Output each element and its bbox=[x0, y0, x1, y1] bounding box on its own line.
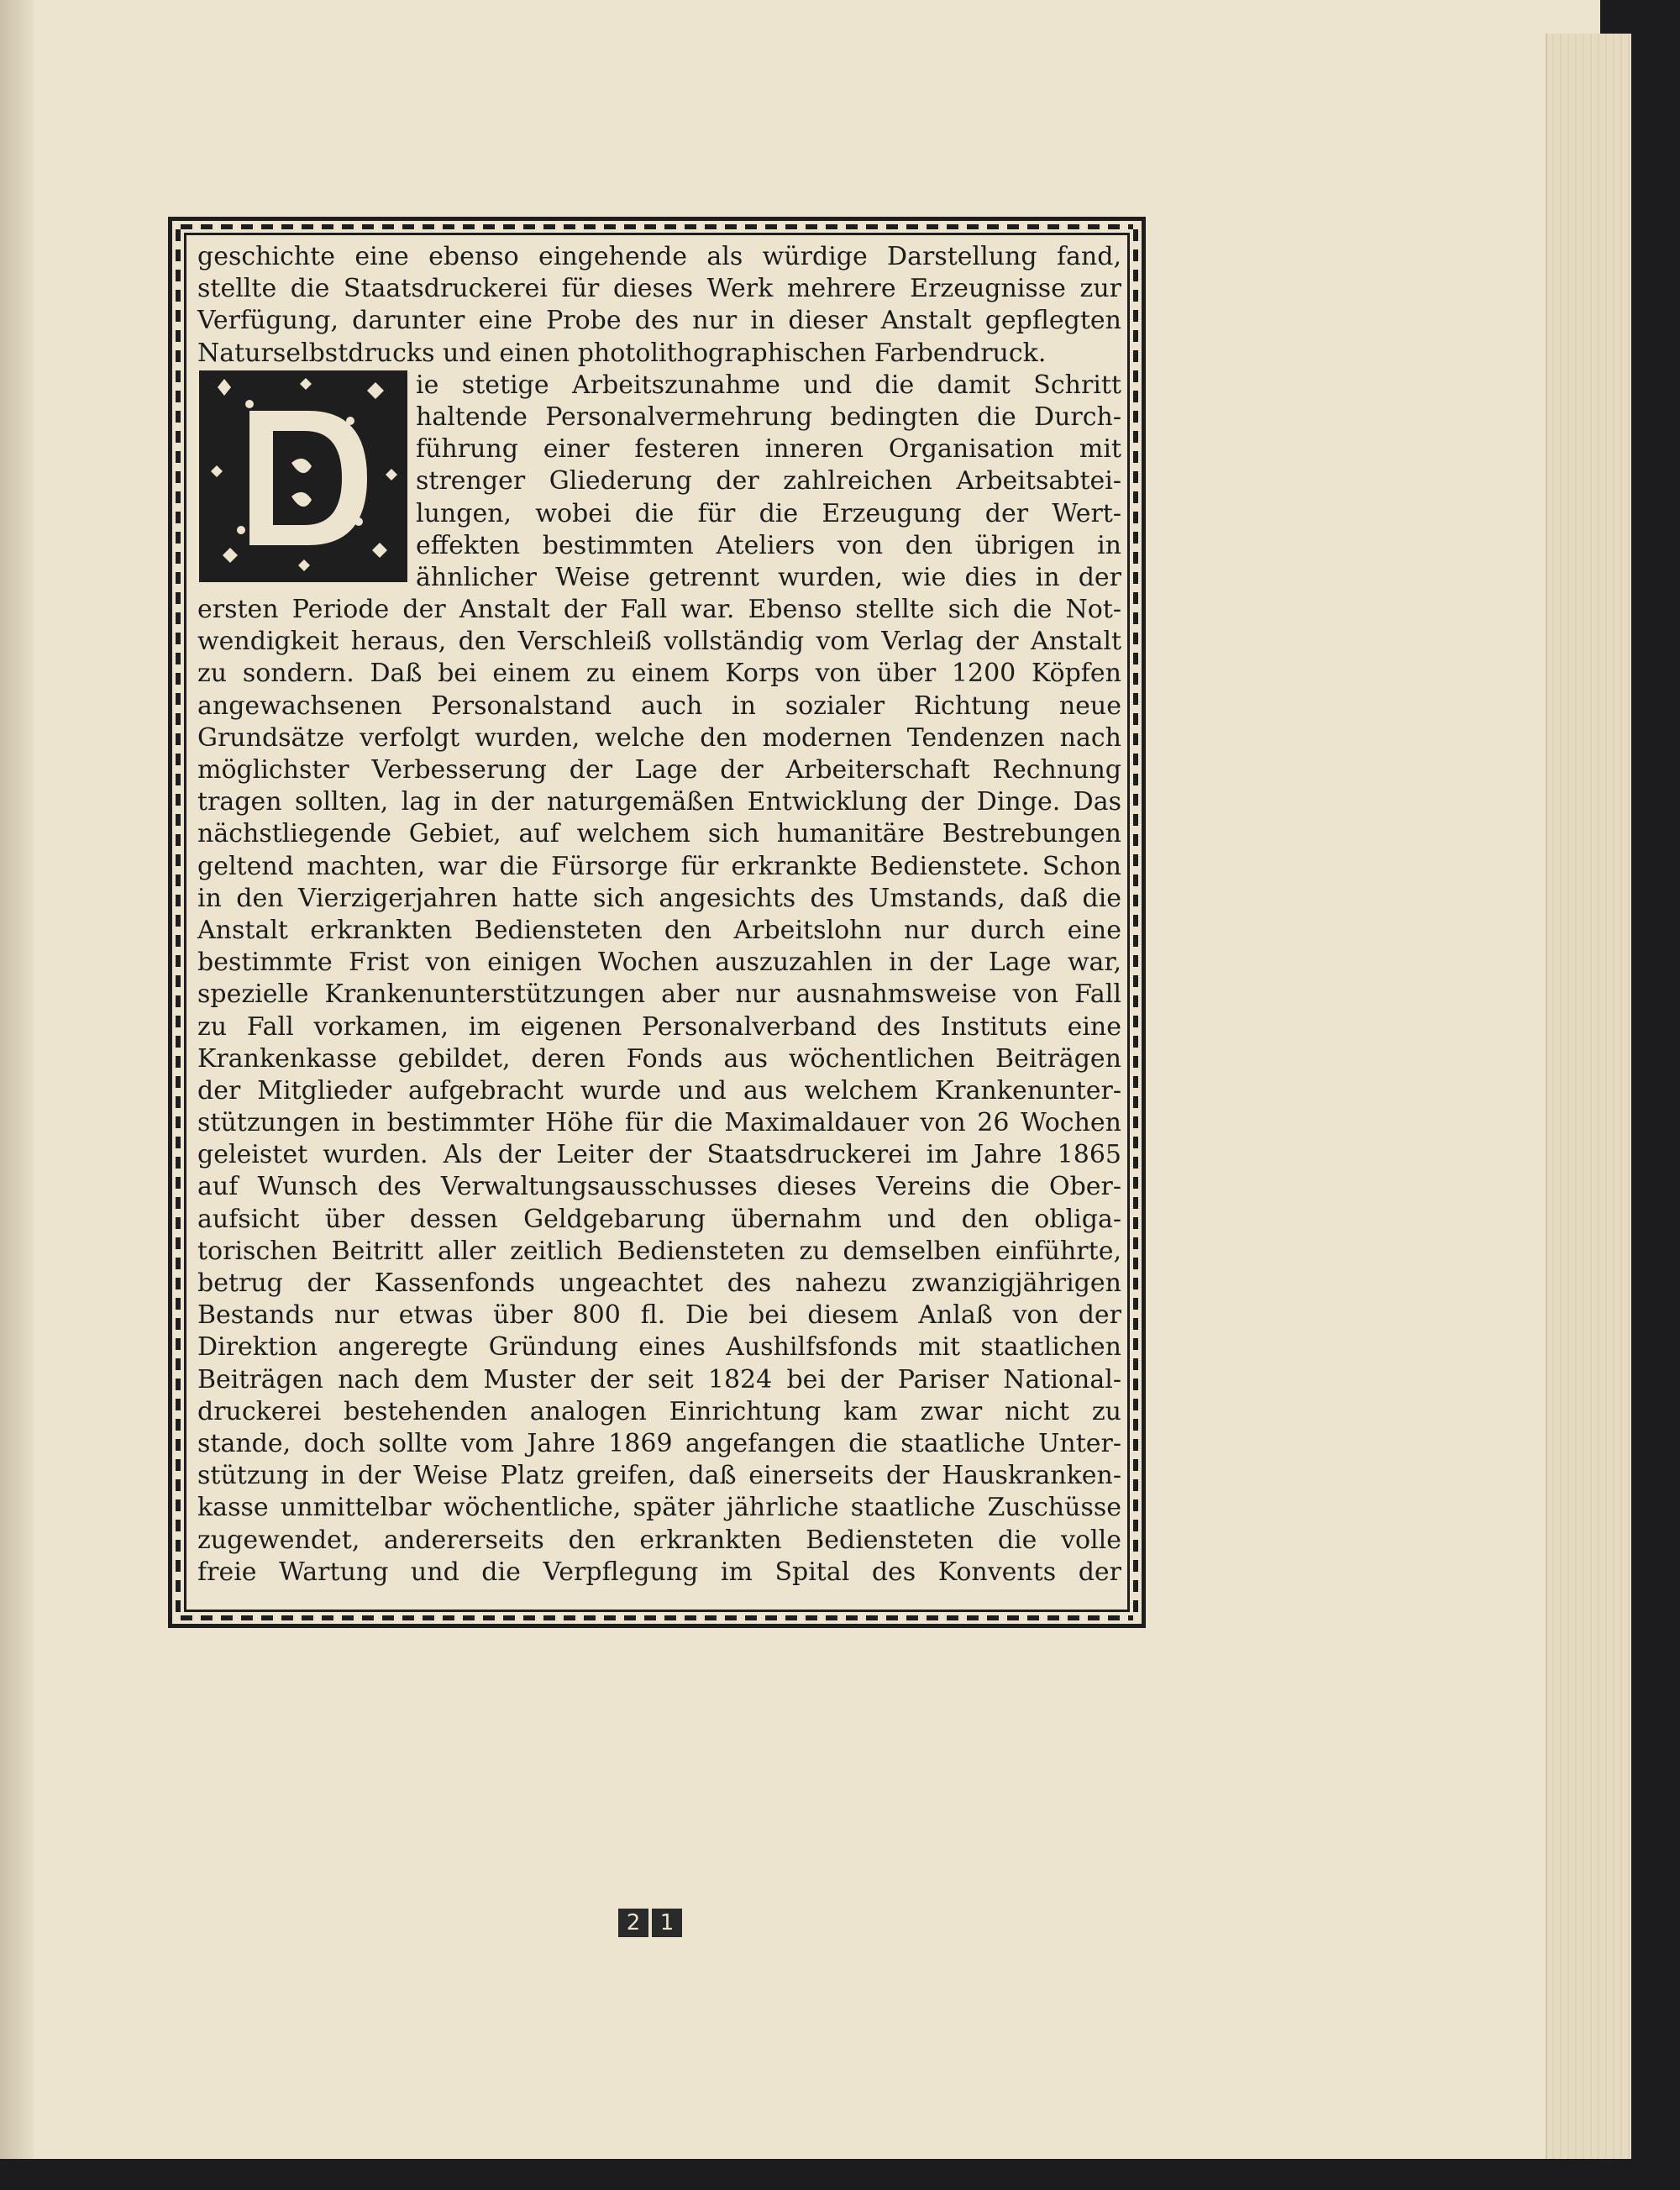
page-number bbox=[618, 1909, 682, 1937]
text-line: zugewendet, andererseits den erkrankten Bediensteten die volle bbox=[197, 1525, 1121, 1555]
ornament-leaves-icon bbox=[199, 370, 407, 582]
text-line: führung einer festeren inneren Organisation mit bbox=[416, 434, 1121, 465]
text-line: ersten Periode der Anstalt der Fall war. Ebenso stellte sich die Not- bbox=[197, 595, 1121, 625]
text-line: Krankenkasse gebildet, deren Fonds aus wöchentlichen Beiträgen bbox=[197, 1043, 1121, 1074]
text-line: freie Wartung und die Verpflegung im Spital des Konvents der bbox=[197, 1557, 1121, 1587]
frame-border-right bbox=[1133, 229, 1138, 1615]
text-line: zu sondern. Daß bei einem zu einem Korps von über 1200 Köpfen bbox=[197, 659, 1121, 689]
left-page-gutter bbox=[0, 0, 34, 2159]
text-line: der Mitglieder aufgebracht wurde und aus welchem Krankenunter- bbox=[197, 1075, 1121, 1106]
text-line: lungen, wobei die für die Erzeugung der Wert- bbox=[416, 498, 1121, 528]
text-line: möglichster Verbesserung der Lage der Arbeiterschaft Rechnung bbox=[197, 755, 1121, 785]
text-line: stützungen in bestimmter Höhe für die Maximaldauer von 26 Wochen bbox=[197, 1108, 1121, 1138]
text-line: betrug der Kassenfonds ungeachtet des nahezu zwanzigjährigen bbox=[197, 1268, 1121, 1298]
text-line: ie stetige Arbeitszunahme und die damit Schritt bbox=[416, 370, 1121, 400]
frame-border-top bbox=[181, 224, 1133, 229]
text-line: angewachsenen Personalstand auch in sozialer Richtung neue bbox=[197, 691, 1121, 721]
text-line: geltend machten, war die Fürsorge für erkrankte Bedienstete. Schon bbox=[197, 851, 1121, 881]
text-line: Beiträgen nach dem Muster der seit 1824 bei der Pariser National- bbox=[197, 1364, 1121, 1394]
body-lines bbox=[197, 594, 1121, 1589]
text-line: geleistet wurden. Als der Leiter der Staatsdruckerei im Jahre 1865 bbox=[197, 1140, 1121, 1170]
frame-border-bottom bbox=[181, 1615, 1133, 1620]
page-number-digit: 1 bbox=[652, 1909, 682, 1937]
text-line: druckerei bestehenden analogen Einrichtung kam zwar nicht zu bbox=[197, 1396, 1121, 1426]
page-number-digit: 2 bbox=[618, 1909, 648, 1937]
text-line: nächstliegende Gebiet, auf welchem sich humanitäre Bestrebungen bbox=[197, 819, 1121, 849]
text-line: Grundsätze verfolgt wurden, welche den modernen Tendenzen nach bbox=[197, 722, 1121, 753]
text-line: Bestands nur etwas über 800 fl. Die bei diesem Anlaß von der bbox=[197, 1300, 1121, 1331]
text-line: Verfügung, darunter eine Probe des nur in dieser Anstalt gepflegten bbox=[197, 306, 1121, 336]
text-line: strenger Gliederung der zahlreichen Arbeitsabtei- bbox=[416, 466, 1121, 496]
text-line: bestimmte Frist von einigen Wochen auszuzahlen in der Lage war, bbox=[197, 948, 1121, 978]
page-edges bbox=[1546, 34, 1631, 2159]
decorated-initial-d bbox=[199, 370, 407, 582]
frame-border-left bbox=[176, 229, 181, 1615]
text-line: effekten bestimmten Ateliers von den übrigen in bbox=[416, 530, 1121, 560]
text-line: Anstalt erkrankten Bediensteten den Arbeitslohn nur durch eine bbox=[197, 915, 1121, 945]
text-line: tragen sollten, lag in der naturgemäßen Entwicklung der Dinge. Das bbox=[197, 787, 1121, 817]
text-line: Naturselbstdrucks und einen photolithographischen Farbendruck. bbox=[197, 338, 1047, 368]
text-line: Direktion angeregte Gründung eines Aushilfsfonds mit staatlichen bbox=[197, 1332, 1121, 1363]
text-line: zu Fall vorkamen, im eigenen Personalverband des Instituts eine bbox=[197, 1011, 1121, 1042]
text-line: stützung in der Weise Platz greifen, daß einerseits der Hauskranken- bbox=[197, 1461, 1121, 1491]
text-line: haltende Personalvermehrung bedingten die Durch- bbox=[416, 402, 1121, 432]
body-text bbox=[197, 241, 1121, 1589]
text-line: auf Wunsch des Verwaltungsausschusses dieses Vereins die Ober- bbox=[197, 1172, 1121, 1202]
text-line: ähnlicher Weise getrennt wurden, wie dies in der bbox=[416, 562, 1121, 592]
text-line: kasse unmittelbar wöchentliche, später jährliche staatliche Zuschüsse bbox=[197, 1493, 1121, 1523]
text-line: torischen Beitritt aller zeitlich Bediensteten zu demselben einführte, bbox=[197, 1236, 1121, 1266]
text-line: wendigkeit heraus, den Verschleiß vollständig vom Verlag der Anstalt bbox=[197, 627, 1121, 657]
text-line: stande, doch sollte vom Jahre 1869 angefangen die staatliche Unter- bbox=[197, 1428, 1121, 1458]
text-line: geschichte eine ebenso eingehende als würdige Darstellung fand, bbox=[197, 242, 1121, 271]
ornamental-text-frame bbox=[168, 217, 1146, 1628]
text-line: in den Vierzigerjahren hatte sich angesichts des Umstands, daß die bbox=[197, 883, 1121, 913]
text-line: aufsicht über dessen Geldgebarung übernahm und den obliga- bbox=[197, 1204, 1121, 1234]
text-line: stellte die Staatsdruckerei für dieses Werk mehrere Erzeugnisse zur bbox=[197, 274, 1121, 304]
text-line: spezielle Krankenunterstützungen aber nur ausnahmsweise von Fall bbox=[197, 979, 1121, 1010]
